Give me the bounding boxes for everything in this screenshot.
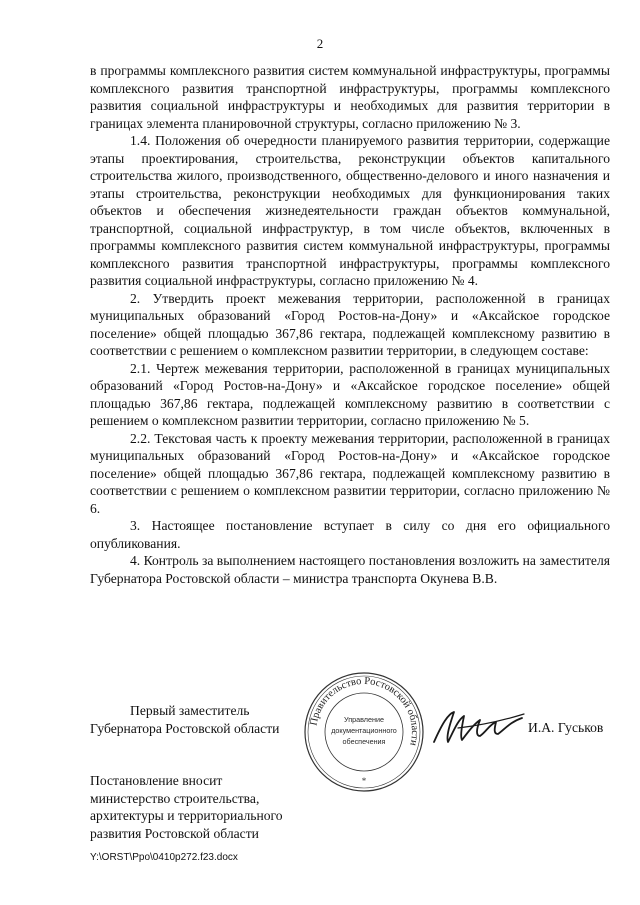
stamp-inner-line1: Управление: [344, 715, 384, 724]
stamp-ring-text: Правительство Ростовской области: [308, 675, 421, 747]
signatory-title: [90, 702, 279, 737]
paragraph-4: 4. Контроль за выполнением настоящего постановления возложить на заместителя Губернатора Ростовской области – министра транспорта Окунева В.В.: [90, 553, 610, 586]
paragraph-2: 2. Утвердить проект межевания территории, расположенной в границах муниципальных образований «Город Ростов-на-Дону» и «Аксайское городское поселение» общей площадью 367,86 гектара, подлежащей комплексному развитию в соответствии с решением о комплексном развитии территории, в следующем составе:: [90, 290, 610, 358]
submitted-by-line2: министерство строительства,: [90, 790, 260, 806]
submitted-by-line4: развития Ростовской области: [90, 825, 259, 841]
signatory-title-line2: Губернатора Ростовской области: [90, 720, 280, 736]
submitted-by-note: [90, 772, 283, 842]
paragraph-1-4: 1.4. Положения об очередности планируемого развития территории, содержащие этапы проектирования, строительства, реконструкции объектов капитального строительства жилого, производственного, общественно-делового и иного назначения и этапы строительства, реконструкции необходимых для функционирования таких объектов и обеспечения жизнедеятельности граждан объектов коммунальной, транспортной, социальной инфраструктур, в том числе объектов, включенных в программы комплексного развития систем коммунальной инфраструктуры, программы комплексного развития транспортной инфраструктуры, программы комплексного развития социальной инфраструктуры, согласно приложению № 4.: [90, 133, 610, 288]
paragraph-3: 3. Настоящее постановление вступает в силу со дня его официального опубликования.: [90, 518, 610, 551]
signatory-name: И.А. Гуськов: [528, 720, 604, 735]
signatory-title-line1: Первый заместитель: [130, 703, 250, 718]
stamp-inner-line3: обеспечения: [342, 737, 386, 746]
document-body: [90, 62, 610, 587]
stamp-star-icon: *: [361, 776, 367, 786]
paragraph-2-2: 2.2. Текстовая часть к проекту межевания территории, расположенной в границах муниципальных образований «Город Ростов-на-Дону» и «Аксайское городское поселение» общей площадью 367,86 гектара, подлежащей комплексному развитию в соответствии с решением о комплексном развитии территории, согласно приложению № 6.: [90, 430, 610, 516]
paragraph-continuation: в программы комплексного развития систем коммунальной инфраструктуры, программы комплексного развития транспортной инфраструктуры, программы комплексного развития социальной инфраструктуры и необходимых для развития территории в границах элемента планировочной структуры, согласно приложению № 3.: [90, 63, 610, 131]
page-number: 2: [316, 36, 324, 51]
handwritten-signature: [428, 702, 528, 752]
file-path: Y:\ORST\Ppo\0410p272.f23.docx: [90, 852, 238, 863]
paragraph-2-1: 2.1. Чертеж межевания территории, расположенной в границах муниципальных образований «Город Ростов-на-Дону» и «Аксайское городское поселение» общей площадью 367,86 гектара, подлежащей комплексному развитию в соответствии с решением о комплексном развитии территории, согласно приложению № 5.: [90, 360, 610, 428]
official-stamp: [302, 670, 426, 794]
stamp-inner-line2: документационного: [331, 726, 397, 735]
submitted-by-line3: архитектуры и территориального: [90, 808, 283, 823]
submitted-by-line1: Постановление вносит: [90, 773, 223, 788]
